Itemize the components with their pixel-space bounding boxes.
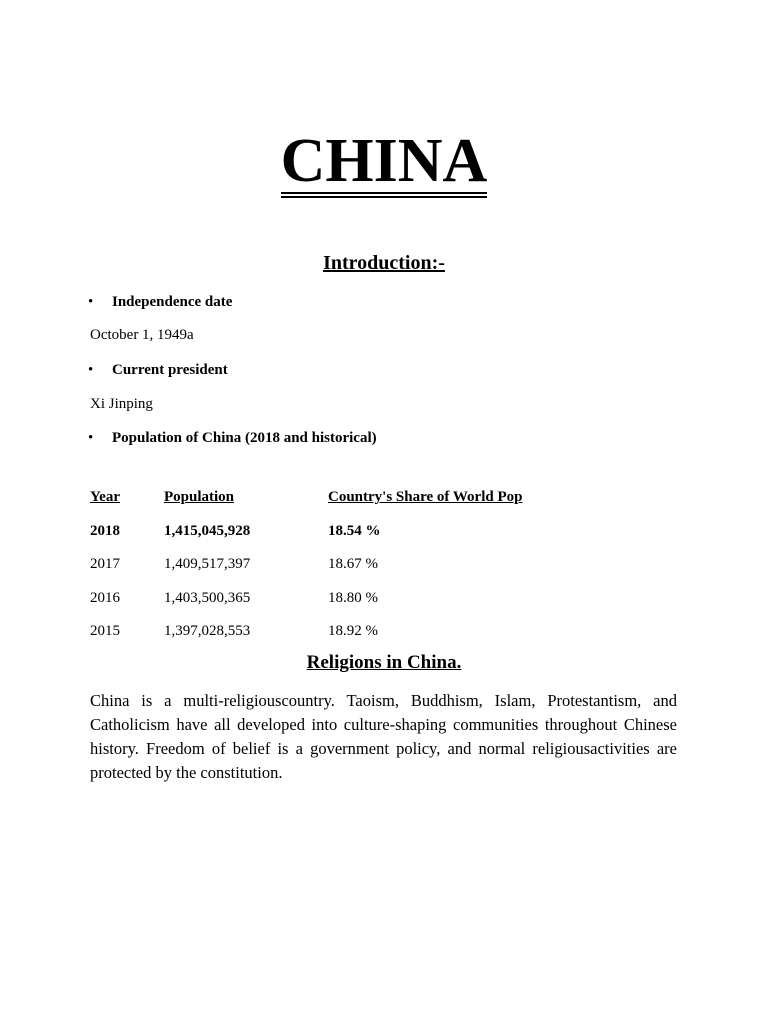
religions-heading: Religions in China. <box>306 652 462 673</box>
page-title-text: CHINA <box>281 130 488 198</box>
cell-share: 18.80 % <box>328 589 378 606</box>
cell-population: 1,397,028,553 <box>164 623 251 640</box>
table-row <box>90 615 588 649</box>
page-title <box>0 126 768 198</box>
bullet-population: • Population of China (2018 and historical) <box>112 428 377 448</box>
table-row <box>90 582 588 616</box>
cell-year: 2016 <box>90 589 120 606</box>
cell-share: 18.92 % <box>328 623 378 640</box>
cell-year: 2017 <box>90 556 120 573</box>
introduction-heading: Introduction:- <box>323 252 445 274</box>
population-table <box>90 481 588 649</box>
table-row <box>90 548 588 582</box>
independence-date-value: October 1, 1949a <box>90 327 194 343</box>
cell-population: 1,403,500,365 <box>164 589 251 606</box>
bullet-current-president: • Current president <box>112 360 228 380</box>
cell-population: 1,415,045,928 <box>164 522 251 539</box>
cell-year: 2018 <box>90 522 120 539</box>
current-president-value: Xi Jinping <box>90 396 153 412</box>
bullet-independence-date: • Independence date <box>112 292 232 312</box>
cell-year: 2015 <box>90 623 120 640</box>
header-share: Country's Share of World Pop <box>328 489 523 506</box>
header-population: Population <box>164 489 235 506</box>
cell-share: 18.54 % <box>328 522 381 539</box>
table-header-row <box>90 481 588 515</box>
religions-paragraph: China is a multi-religiouscountry. Taoism, Buddhism, Islam, Protestantism, and Catholicism have all developed into culture-shaping communities throughout Chinese history. Freedom of belief is a government policy, and normal religiousactivities are protected by the constitution. <box>90 691 677 782</box>
cell-population: 1,409,517,397 <box>164 556 251 573</box>
cell-share: 18.67 % <box>328 556 378 573</box>
header-year: Year <box>90 489 120 506</box>
table-row <box>90 515 588 549</box>
